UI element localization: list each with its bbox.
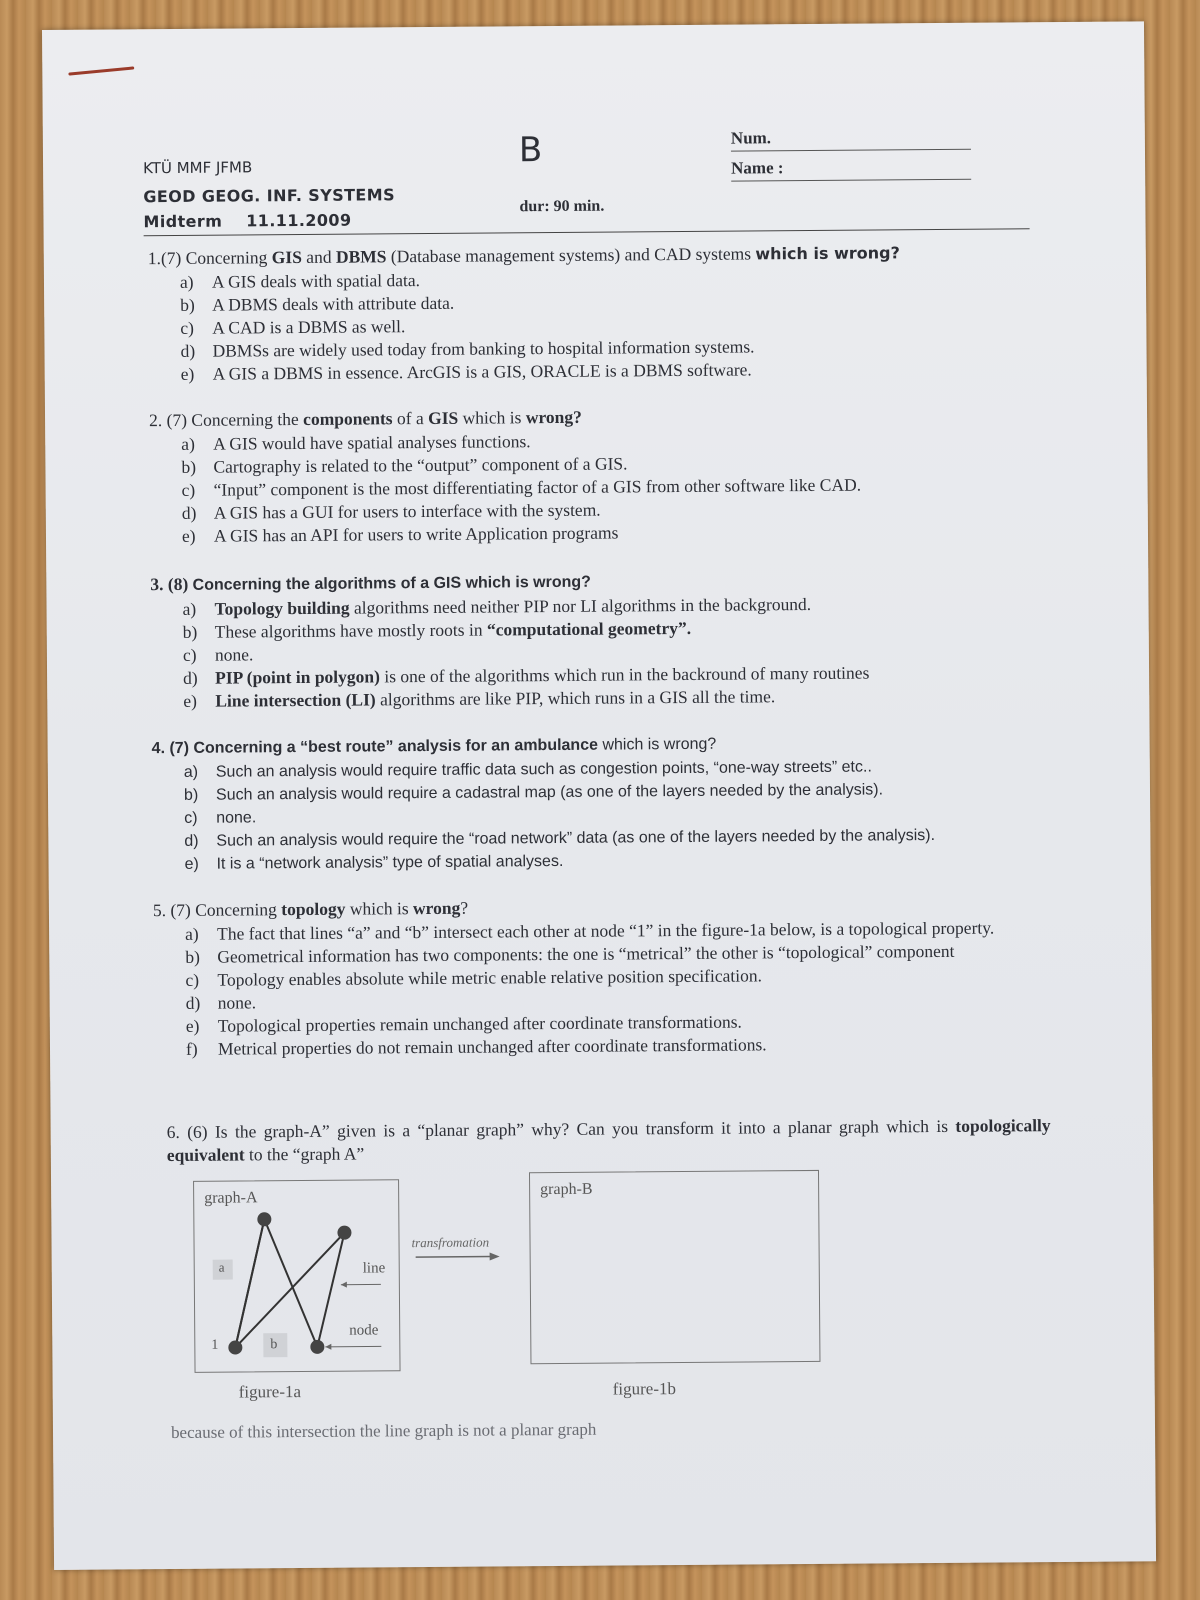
- graph-edge: [264, 1219, 317, 1347]
- option-b[interactable]: b) These algorithms have mostly roots in “computational geometry”.: [182, 617, 692, 642]
- label-b: b: [270, 1337, 278, 1353]
- graph-edge: [234, 1233, 345, 1348]
- node-pointer-head: [325, 1344, 331, 1350]
- graph-node: [257, 1212, 271, 1226]
- question-1: [148, 240, 1049, 386]
- pen-mark: [68, 66, 134, 75]
- option-f[interactable]: f) Metrical properties do not remain unchanged after coordinate transformations.: [185, 1034, 767, 1059]
- question-5: [153, 892, 1054, 1061]
- label-node: node: [349, 1322, 379, 1339]
- label-line: line: [362, 1260, 386, 1277]
- handwritten-answer: because of this intersection the line graph is not a planar graph: [170, 1419, 597, 1443]
- caption-figure-1a: figure-1a: [238, 1382, 302, 1402]
- option-d[interactable]: d) none.: [185, 992, 257, 1013]
- option-b[interactable]: b) Cartography is related to the “output” component of a GIS.: [181, 453, 628, 477]
- exam-duration: dur: 90 min.: [519, 197, 605, 216]
- option-c[interactable]: c) none.: [182, 644, 254, 665]
- option-a[interactable]: a) Such an analysis would require traffic data such as congestion points, “one-way streets” etc..: [183, 758, 872, 781]
- question-stem: 6. (6) Is the graph-A” given is a “planar graph” why? Can you transform it into a planar graph which is topologically equivalent to the “graph A”: [166, 1115, 1051, 1166]
- option-a[interactable]: a) The fact that lines “a” and “b” intersect each other at node “1” in the figure-1a below, is a topological property.: [185, 917, 995, 944]
- option-e[interactable]: e) A GIS has an API for users to write Application programs: [181, 522, 619, 546]
- question-stem: 2. (7) Concerning the components of a GIS which is wrong?: [148, 406, 582, 431]
- option-e[interactable]: e) Topological properties remain unchanged after coordinate transformations.: [185, 1011, 742, 1036]
- exam-variant: B: [518, 130, 543, 171]
- graph-a-box: [193, 1179, 401, 1373]
- question-stem: 1.(7) Concerning GIS and DBMS (Database management systems) and CAD systems which is wrong?: [147, 243, 900, 269]
- exam-date: 11.11.2009: [246, 210, 352, 231]
- question-6: [167, 1114, 1051, 1168]
- option-d[interactable]: d) DBMSs are widely used today from banking to hospital information systems.: [180, 336, 755, 361]
- option-a[interactable]: a) A GIS deals with spatial data.: [179, 270, 421, 292]
- option-e[interactable]: e) Line intersection (LI) algorithms are like PIP, which runs in a GIS all the time.: [183, 686, 776, 711]
- option-b[interactable]: b) A DBMS deals with attribute data.: [180, 292, 455, 315]
- graph-node: [310, 1340, 324, 1354]
- name-field[interactable]: [731, 157, 971, 182]
- question-stem: 5. (7) Concerning topology which is wrong?: [152, 897, 469, 921]
- option-d[interactable]: d) Such an analysis would require the “road network” data (as one of the layers needed by the analysis).: [184, 827, 936, 850]
- transformation-label: transfromation: [411, 1234, 490, 1251]
- exam-paper: [42, 21, 1156, 1570]
- exam-info: [143, 210, 395, 231]
- graph-edge: [234, 1219, 265, 1347]
- option-a[interactable]: a) A GIS would have spatial analyses functions.: [181, 431, 531, 454]
- exam-label: Midterm: [143, 211, 223, 232]
- exam-header: [143, 157, 395, 231]
- option-e[interactable]: e) It is a “network analysis” type of spatial analyses.: [184, 852, 564, 873]
- option-c[interactable]: c) none.: [184, 809, 257, 827]
- option-d[interactable]: d) A GIS has a GUI for users to interface with the system.: [181, 499, 601, 523]
- num-field[interactable]: [731, 127, 971, 152]
- option-c[interactable]: c) “Input” component is the most differentiating factor of a GIS from other software like CAD.: [181, 474, 862, 500]
- course-title: GEOD GEOG. INF. SYSTEMS: [143, 185, 396, 207]
- question-2: [149, 402, 1050, 548]
- line-pointer-head: [341, 1282, 347, 1288]
- option-c[interactable]: c) A CAD is a DBMS as well.: [180, 316, 406, 338]
- caption-figure-1b: figure-1b: [612, 1379, 677, 1399]
- option-d[interactable]: d) PIP (point in polygon) is one of the algorithms which run in the backround of many routines: [183, 662, 870, 688]
- option-a[interactable]: a) Topology building algorithms need neither PIP nor LI algorithms in the background.: [182, 593, 812, 619]
- graph-node: [337, 1226, 351, 1240]
- graph-b-title: graph-B: [540, 1180, 593, 1199]
- question-4: [152, 730, 1053, 876]
- question-stem: 3. (8) Concerning the algorithms of a GIS which is wrong?: [150, 573, 591, 595]
- graph-b-box[interactable]: [529, 1170, 820, 1364]
- graph-edge: [316, 1233, 345, 1347]
- transformation-arrow-icon: [414, 1250, 504, 1263]
- option-b[interactable]: b) Geometrical information has two components: the one is “metrical” the other is “topological” component: [185, 940, 955, 967]
- institution: KTÜ MMF JFMB: [143, 158, 253, 178]
- option-c[interactable]: c) Topology enables absolute while metric enable relative position specification.: [185, 965, 763, 990]
- num-label: Num.: [730, 128, 772, 148]
- option-e[interactable]: e) A GIS a DBMS in essence. ArcGIS is a GIS, ORACLE is a DBMS software.: [180, 359, 752, 384]
- label-1: 1: [211, 1337, 219, 1353]
- question-stem: 4. (7) Concerning a “best route” analysis for an ambulance which is wrong?: [151, 735, 717, 758]
- question-3: [150, 566, 1051, 713]
- graph-a-title: graph-A: [204, 1189, 258, 1207]
- label-a: a: [218, 1259, 225, 1275]
- name-label: Name :: [731, 158, 784, 178]
- graph-node: [228, 1340, 242, 1354]
- option-b[interactable]: b) Such an analysis would require a cadastral map (as one of the layers needed by the analysis).: [183, 781, 884, 804]
